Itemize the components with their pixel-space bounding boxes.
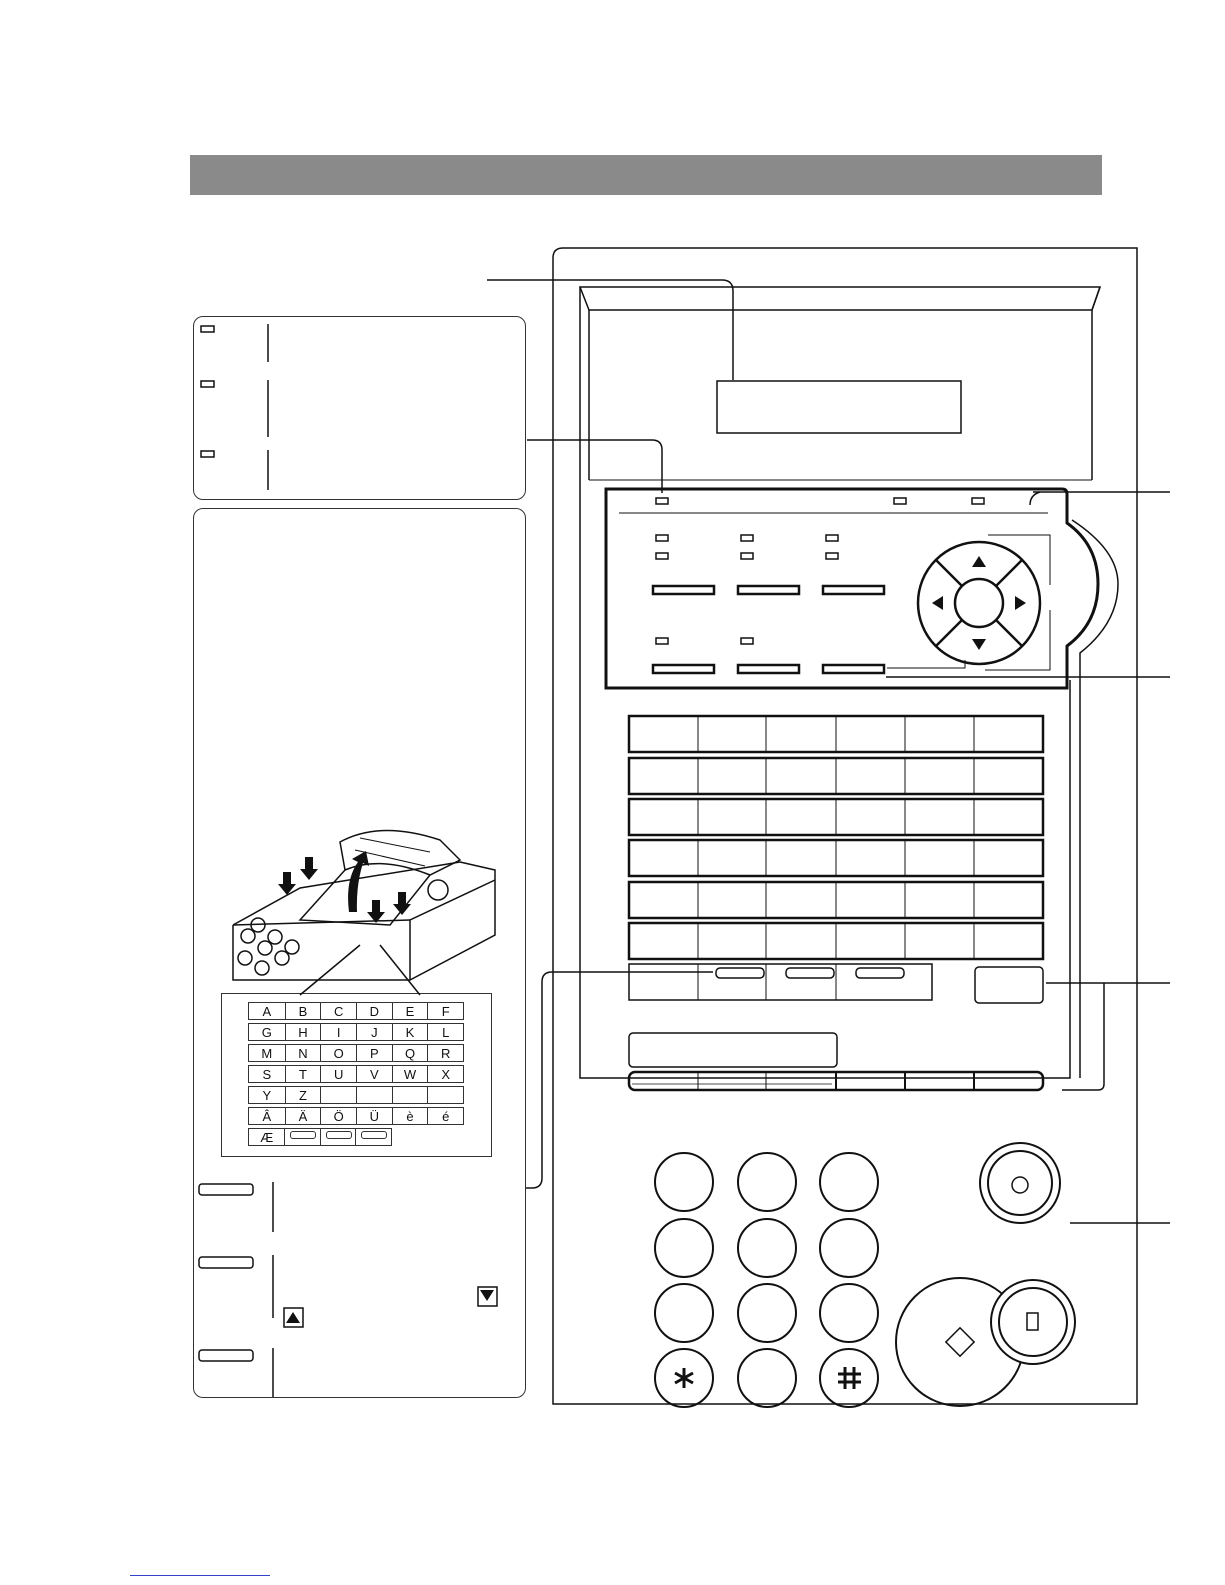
character-label: V xyxy=(370,1066,379,1082)
arrow-markers xyxy=(278,851,411,923)
character-label: B xyxy=(298,1003,308,1019)
character-label: C xyxy=(333,1003,344,1019)
label-slot xyxy=(629,1033,837,1067)
character-label: T xyxy=(299,1066,307,1082)
character-label: J xyxy=(371,1024,378,1040)
legend-key-icon xyxy=(199,1350,253,1361)
character-label: Q xyxy=(404,1045,416,1061)
triangle-left-icon xyxy=(932,596,943,610)
cursor-center-key xyxy=(955,579,1003,627)
character-label: K xyxy=(405,1024,415,1040)
lcd-display xyxy=(717,381,961,433)
character-label: E xyxy=(405,1003,415,1019)
function-button xyxy=(823,665,884,673)
character-label: U xyxy=(333,1066,344,1082)
character-label: Â xyxy=(262,1108,272,1124)
function-button xyxy=(823,586,884,594)
character-label: A xyxy=(262,1003,272,1019)
function-button xyxy=(738,586,799,594)
character-label: è xyxy=(406,1108,414,1124)
led-legend-icon-3 xyxy=(201,451,214,457)
character-label: M xyxy=(261,1045,273,1061)
triangle-right-icon xyxy=(1015,596,1026,610)
character-label: W xyxy=(403,1066,417,1082)
special-key-row xyxy=(629,964,932,1000)
led-legend-icon-2 xyxy=(201,381,214,387)
character-label: G xyxy=(261,1024,272,1040)
character-label: O xyxy=(333,1045,344,1061)
led-indicator xyxy=(894,498,906,504)
character-label: Ä xyxy=(298,1108,308,1124)
function-button xyxy=(653,665,714,673)
function-button xyxy=(653,586,714,594)
function-button xyxy=(738,665,799,673)
character-label: D xyxy=(369,1003,380,1019)
one-touch-keys xyxy=(629,716,1043,959)
character-label: H xyxy=(298,1024,308,1040)
small-key xyxy=(716,968,764,978)
character-label: R xyxy=(440,1045,451,1061)
character-label: Æ xyxy=(260,1129,274,1145)
character-label: I xyxy=(336,1024,341,1040)
character-label: N xyxy=(298,1045,308,1061)
start-icon xyxy=(946,1328,974,1356)
footer-link-rule xyxy=(130,1575,270,1576)
legend-key-icon xyxy=(199,1257,253,1268)
small-key xyxy=(786,968,834,978)
stop-button xyxy=(980,1143,1060,1223)
character-label: X xyxy=(441,1066,451,1082)
small-key xyxy=(856,968,904,978)
led-indicator xyxy=(972,498,984,504)
triangle-down-icon xyxy=(972,639,986,650)
character-label: L xyxy=(442,1024,450,1040)
character-label: F xyxy=(441,1003,450,1019)
top-lid xyxy=(580,287,1100,310)
led-indicator xyxy=(656,498,668,504)
led-legend-icon-1 xyxy=(201,326,214,332)
character-label: é xyxy=(442,1108,450,1124)
function-panel xyxy=(606,489,1098,688)
triangle-up-icon xyxy=(972,556,986,567)
stop-icon xyxy=(1012,1177,1028,1193)
character-label: Z xyxy=(299,1087,307,1103)
character-label: Ü xyxy=(369,1108,380,1124)
copy-button xyxy=(991,1280,1075,1364)
shift-key xyxy=(975,967,1043,1003)
machine-body-outline xyxy=(553,248,1137,1404)
leader-line-led xyxy=(527,440,662,493)
character-label: Ö xyxy=(333,1108,344,1124)
leader-line-display xyxy=(487,280,733,380)
character-label: P xyxy=(370,1045,379,1061)
character-label: S xyxy=(262,1066,272,1082)
character-label: Y xyxy=(262,1087,272,1103)
legend-key-icon xyxy=(199,1184,253,1195)
